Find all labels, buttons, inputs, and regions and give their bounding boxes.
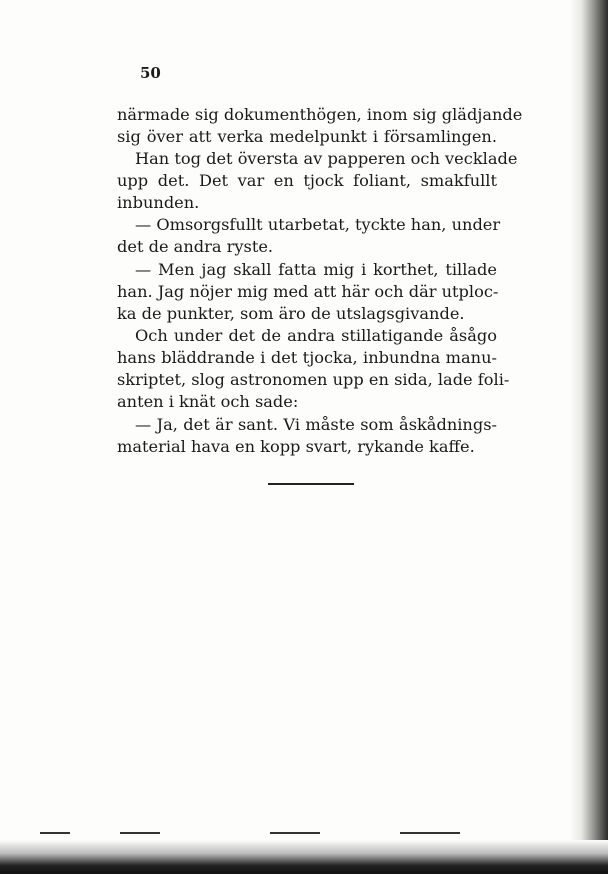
- text-line: hans bläddrande i det tjocka, inbundna manu-: [117, 348, 497, 367]
- section-divider: [268, 483, 354, 485]
- page-number: 50: [140, 64, 161, 82]
- scan-mark: [40, 832, 70, 834]
- text-line: närmade sig dokumenthögen, inom sig glädjande: [117, 105, 523, 124]
- text-line: upp det. Det var en tjock foliant, smakfullt: [117, 171, 497, 190]
- text-line: — Ja, det är sant. Vi måste som åskådnings-: [135, 415, 497, 434]
- text-line: ka de punkter, som äro de utslagsgivande.: [117, 304, 465, 323]
- text-line: sig över att verka medelpunkt i församlingen.: [117, 127, 497, 146]
- text-line: anten i knät och sade:: [117, 392, 299, 411]
- scan-bottom-edge: [0, 840, 608, 874]
- scan-mark: [120, 832, 160, 834]
- text-line: Han tog det översta av papperen och vecklade: [135, 149, 518, 168]
- text-line: — Men jag skall fatta mig i korthet, tillade: [135, 260, 497, 279]
- scan-mark: [270, 832, 320, 834]
- text-line: — Omsorgsfullt utarbetat, tyckte han, under: [135, 215, 501, 234]
- text-line: det de andra ryste.: [117, 237, 274, 256]
- scan-page-edge: [570, 0, 608, 874]
- scan-mark: [400, 832, 460, 834]
- text-line: skriptet, slog astronomen upp en sida, lade foli-: [117, 370, 510, 389]
- text-line: inbunden.: [117, 193, 200, 212]
- text-line: material hava en kopp svart, rykande kaffe.: [117, 437, 475, 456]
- text-line: han. Jag nöjer mig med att här och där utploc-: [117, 282, 499, 301]
- text-line: Och under det de andra stillatigande åsågo: [135, 326, 497, 345]
